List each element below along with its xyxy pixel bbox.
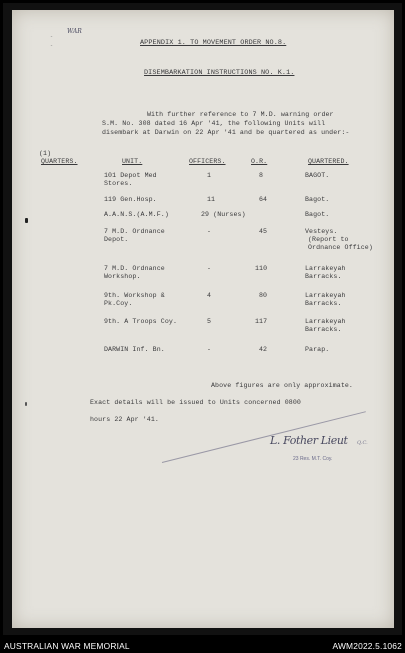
header-quartered: QUARTERED. xyxy=(308,158,349,165)
unit-cell: 7 M.D. Ordnance xyxy=(104,265,165,272)
header-unit: UNIT. xyxy=(122,158,143,165)
footer-accession: AWM2022.5.1062 xyxy=(332,641,402,651)
intro-line: disembark at Darwin on 22 Apr '41 and be quartered as under:- xyxy=(102,129,350,136)
margin-mark: - xyxy=(50,43,54,49)
officers-cell: 11 xyxy=(207,196,216,203)
section-label: (1) xyxy=(39,150,52,157)
quartered-cell: Bagot. xyxy=(305,211,330,218)
or-cell: 64 xyxy=(259,196,268,203)
unit-cell: Pk.Coy. xyxy=(104,300,133,307)
header-officers: OFFICERS. xyxy=(189,158,226,165)
or-cell: 45 xyxy=(259,228,268,235)
or-cell: 8 xyxy=(259,172,264,179)
quartered-cell: Barracks. xyxy=(305,300,342,307)
unit-cell: 9th. A Troops Coy. xyxy=(104,318,178,325)
unit-cell: 7 M.D. Ordnance xyxy=(104,228,165,235)
officers-cell: 1 xyxy=(207,172,212,179)
unit-cell: DARWIN Inf. Bn. xyxy=(104,346,165,353)
unit-cell: 101 Depot Med xyxy=(104,172,157,179)
unit-cell: A.A.N.S.(A.M.F.) xyxy=(104,211,169,218)
quartered-cell: Larrakeyah xyxy=(305,292,346,299)
unit-cell: 119 Gen.Hosp. xyxy=(104,196,157,203)
document-title: APPENDIX 1. TO MOVEMENT ORDER NO.8. xyxy=(140,39,287,47)
unit-cell: Stores. xyxy=(104,180,133,187)
header-quarters: QUARTERS. xyxy=(41,158,78,165)
quartered-cell: Barracks. xyxy=(305,326,342,333)
intro-line: S.M. No. 308 dated 16 Apr '41, the following Units will xyxy=(102,120,326,127)
header-or: O.R. xyxy=(251,158,268,165)
or-cell: 42 xyxy=(259,346,268,353)
quartered-cell: BAGOT. xyxy=(305,172,330,179)
punch-hole xyxy=(25,218,28,223)
officers-cell: - xyxy=(207,346,212,353)
officers-cell: 29 (Nurses) xyxy=(201,211,246,218)
quartered-cell: (Report to xyxy=(308,236,349,243)
quartered-cell: Barracks. xyxy=(305,273,342,280)
note-details: hours 22 Apr '41. xyxy=(90,416,159,423)
signature: L. Fother Lieut xyxy=(270,434,348,447)
quartered-cell: Larrakeyah xyxy=(305,265,346,272)
document-page xyxy=(12,10,394,628)
officers-cell: - xyxy=(207,228,212,235)
quartered-cell: Ordnance Office) xyxy=(308,244,373,251)
unit-cell: Depot. xyxy=(104,236,129,243)
margin-note: WAR xyxy=(67,28,82,35)
officers-cell: 4 xyxy=(207,292,212,299)
footer-credit: AUSTRALIAN WAR MEMORIAL xyxy=(4,641,130,651)
quartered-cell: Parap. xyxy=(305,346,330,353)
quartered-cell: Vesteys. xyxy=(305,228,338,235)
signature-suffix: Q.C. xyxy=(357,440,368,446)
or-cell: 80 xyxy=(259,292,268,299)
unit-cell: Workshop. xyxy=(104,273,141,280)
officers-cell: - xyxy=(207,265,212,272)
or-cell: 110 xyxy=(255,265,268,272)
note-approximate: Above figures are only approximate. xyxy=(211,382,353,389)
officers-cell: 5 xyxy=(207,318,212,325)
or-cell: 117 xyxy=(255,318,268,325)
margin-mark: - xyxy=(50,34,54,40)
punch-hole xyxy=(25,402,27,406)
note-details: Exact details will be issued to Units concerned 0800 xyxy=(90,399,301,406)
quartered-cell: Larrakeyah xyxy=(305,318,346,325)
document-subtitle: DISEMBARKATION INSTRUCTIONS NO. K.1. xyxy=(144,69,295,77)
unit-stamp: 23 Res. M.T. Coy. xyxy=(293,456,333,462)
intro-line: With further reference to 7 M.D. warning order xyxy=(147,111,334,118)
quartered-cell: Bagot. xyxy=(305,196,330,203)
unit-cell: 9th. Workshop & xyxy=(104,292,165,299)
